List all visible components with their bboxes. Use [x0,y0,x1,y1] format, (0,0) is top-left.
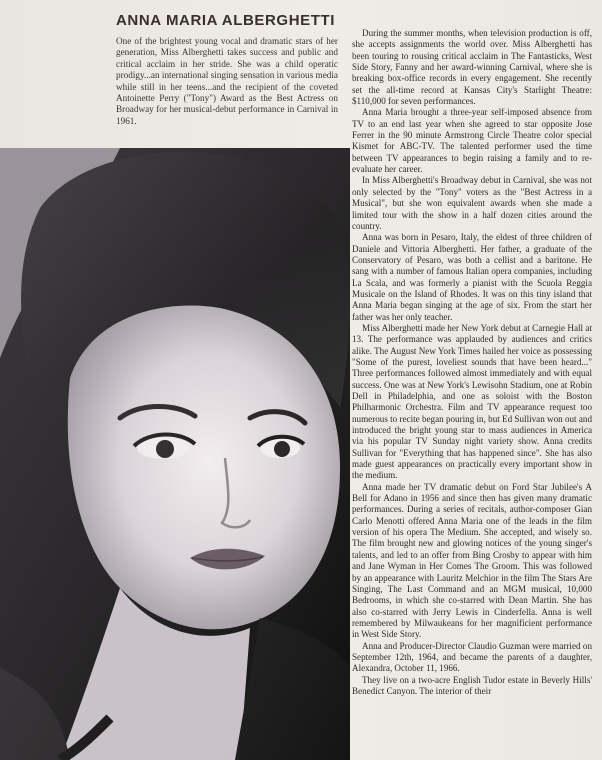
article-paragraph: Anna was born in Pesaro, Italy, the eldest of three children of Daniele and Vittoria Alberghetti. Her father, a graduate of the Conservatory of Pesaro, was both a cellist and a baritone. He sang with a number of famous Italian opera companies, including La Scala, and was formerly a pianist with the Scuola Reggia Musicale on the Island of Rhodes. It was on this tiny island that Anna Maria began singing at the age of six. From the start her father was her only teacher. [352,232,592,322]
article-paragraph: Anna made her TV dramatic debut on Ford Star Jubilee's A Bell for Adano in 1956 and since then has given many dramatic performances. During a series of recitals, author-composer Gian Carlo Menotti offered Anna Maria one of the leads in the film version of his opera The Medium. She accepted, and wisely so. The film brought new and glowing notices of the young singer's talents, and led to an offer from Bing Crosby to appear with him and Jane Wyman in Her Comes The Groom. This was followed by an appearance with Lauritz Melchior in the film The Stars Are Singing, The Last Command and an MGM musical, 10,000 Bedrooms, in which she co-starred with Dean Martin. She has also co-starred with Jerry Lewis in Cinderfella. Anna is well remembered by Milwaukeans for her magnificient performance in West Side Story. [352,481,592,640]
article-intro: One of the brightest young vocal and dramatic stars of her generation, Miss Alberghetti takes success and public and critical acclaim in her stride. She was a child operatic prodigy...an international singing sensation in various media while still in her teens...and the recipient of the coveted Antoinette Perry ("Tony") Award as the Best Actress on Broadway for her musical-debut performance in Carnival in 1961. [116,36,338,126]
portrait-illustration [0,148,350,760]
article-paragraph: They live on a two-acre English Tudor estate in Beverly Hills' Benedict Canyon. The interior of their [352,674,592,696]
article-body-column [352,28,592,760]
article-paragraph: Miss Alberghetti made her New York debut at Carnegie Hall at 13. The performance was applauded by audiences and critics alike. The August New York Times hailed her voice as possessing "Some of the purest, loveliest sounds that have been heard..." Three performances followed almost immediately and with equal success. One was at New York's Lewisohn Stadium, one at Robin Dell in Philadelphia, and one as soloist with the Boston Philharmonic Orchestra. Film and TV appearance request too numerous to recite began pouring in, but Ed Sullivan won out and introduced the bright young star to mass audiences in America via his popular TV Sunday night variety show. Anna credits Sullivan for "Everything that has happened since". She has also made guest appearances on practically every important show in the medium. [352,322,592,481]
portrait-photo [0,148,350,760]
article-paragraph: In Miss Alberghetti's Broadway debut in Carnival, she was not only selected by the "Tony" voters as the "Best Actress in a Musical", but she won equivalent awards when she made a limited tour with the show in a half dozen cities around the country. [352,175,592,231]
article-paragraph: Anna Maria brought a three-year self-imposed absence from TV to an end last year when she agreed to star opposite Jose Ferrer in the 90 minute Armstrong Circle Theatre color special Kismet for ABC-TV. The talented performer used the time between TV appearances to begin raising a family and to re-evaluate her career. [352,107,592,175]
article-paragraph: During the summer months, when television production is off, she accepts assignments the world over. Miss Alberghetti has been touring to rousing critical acclaim in The Fantasticks, West Side Story, Fanny and her award-winning Carnival, where she is breaking box-office records in every engagement. She recently set the all-time record at Kansas City's Starlight Theatre: $110,000 for seven performances. [352,28,592,107]
article-title: ANNA MARIA ALBERGHETTI [116,12,336,29]
article-paragraph: Anna and Producer-Director Claudio Guzman were married on September 12th, 1964, and became the parents of a daughter, Alexandra, October 11, 1966. [352,640,592,674]
